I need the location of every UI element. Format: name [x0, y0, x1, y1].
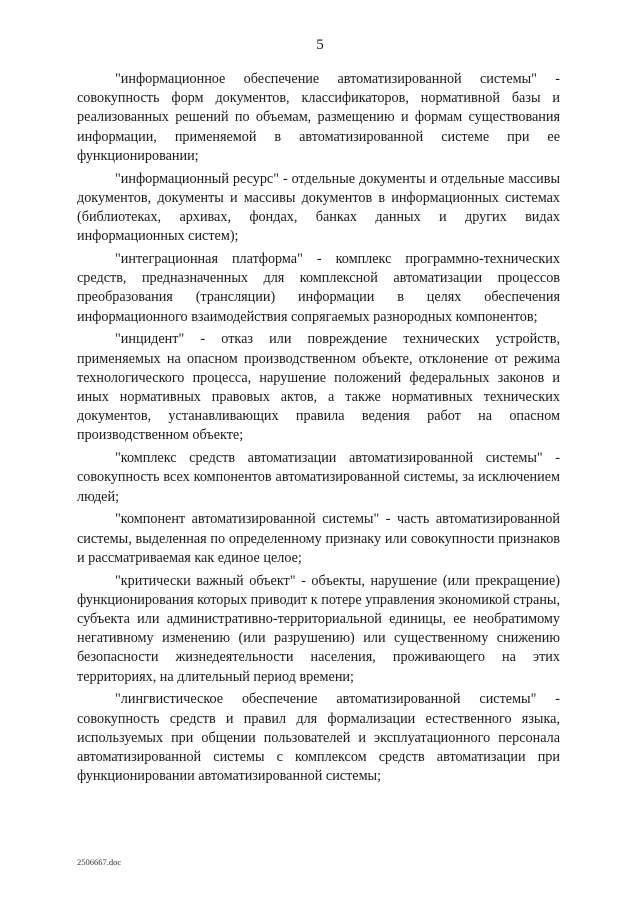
- definition-paragraph: "интеграционная платформа" - комплекс программно-технических средств, предназначенных для комплексной автоматизации процессов преобразования (трансляции) информации в целях обеспечения информационного взаимодействия сопрягаемых разнородных компонентов;: [77, 251, 560, 325]
- definition-paragraph: "комплекс средств автоматизации автоматизированной системы" - совокупность всех компонентов автоматизированной системы, за исключением людей;: [77, 450, 560, 505]
- definition-paragraph: "лингвистическое обеспечение автоматизированной системы" - совокупность средств и правил для формализации естественного языка, используемых при общении пользователей и эксплуатационного персонала автоматизированной системы с комплексом средств автоматизации при функционировании автоматизированной системы;: [77, 691, 560, 785]
- page-number: 5: [316, 37, 324, 53]
- document-body: [77, 70, 560, 786]
- definition-paragraph: "информационное обеспечение автоматизированной системы" - совокупность форм документов, классификаторов, нормативной базы и реализованных решений по объемам, размещению и формам существования информации, применяемой в автоматизированной системе при ее функционировании;: [77, 71, 560, 164]
- definition-paragraph: "критически важный объект" - объекты, нарушение (или прекращение) функционирования которых приводит к потере управления экономикой страны, субъекта или административно-территориальной единицы, ее необратимому негативному изменению (или разрушению) или существенному снижению безопасности жизнедеятельности населения, проживающего на этих территориях, на длительный период времени;: [77, 572, 560, 685]
- document-footer-filename: 2506667.doc: [77, 857, 122, 867]
- definition-paragraph: "компонент автоматизированной системы" - часть автоматизированной системы, выделенная по определенному признаку или совокупности признаков и рассматриваемая как единое целое;: [77, 511, 560, 566]
- definition-paragraph: "инцидент" - отказ или повреждение технических устройств, применяемых на опасном производственном объекте, отклонение от режима технологического процесса, нарушение положений федеральных законов и иных нормативных правовых актов, а также нормативных технических документов, устанавливающих правила ведения работ на опасном производственном объекте;: [77, 331, 560, 444]
- definition-paragraph: "информационный ресурс" - отдельные документы и отдельные массивы документов, документы и массивы документов в информационных системах (библиотеках, архивах, фондах, банках данных и других видах информационных систем);: [77, 170, 560, 245]
